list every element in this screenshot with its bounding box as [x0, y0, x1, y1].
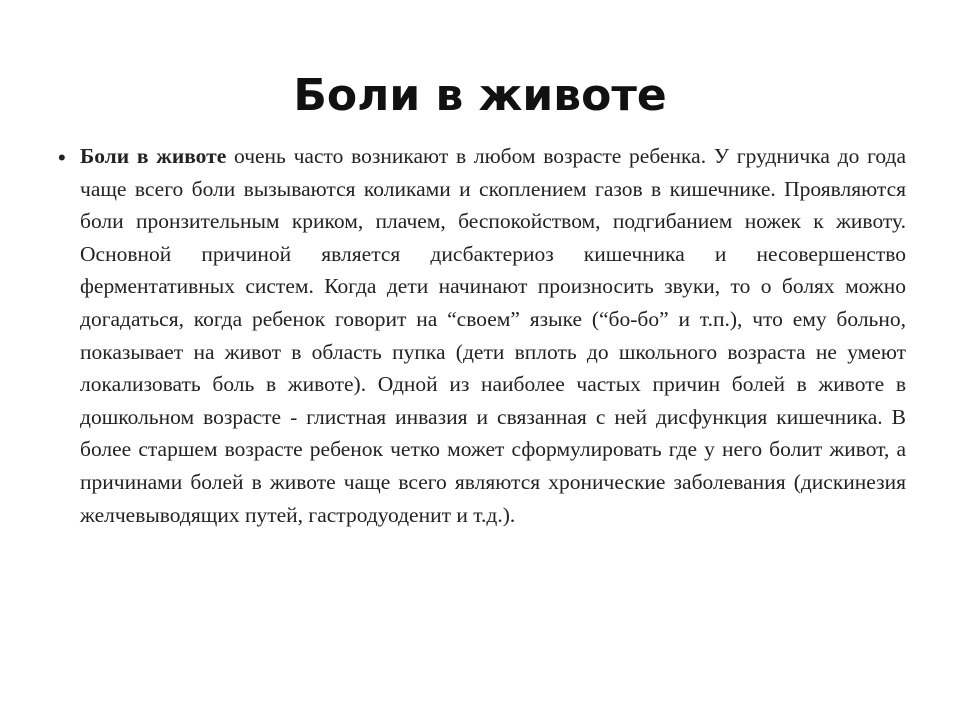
bullet-paragraph	[80, 140, 906, 531]
paragraph-body-text: очень часто возникают в любом возрасте ребенка. У грудничка до года чаще всего боли вызываются коликами и скоплением газов в кишечнике. Проявляются боли пронзительным криком, плачем, беспокойством, подгибанием ножек к животу. Основной причиной является дисбактериоз кишечника и несовершенство ферментативных систем. Когда дети начинают произносить звуки, то о болях можно догадаться, когда ребенок говорит на “своем” языке (“бо-бо” и т.п.), что ему больно, показывает на живот в область пупка (дети вплоть до школьного возраста не умеют локализовать боль в животе). Одной из наиболее частых причин болей в животе в дошкольном возрасте - глистная инвазия и связанная с ней дисфункция кишечника. В более старшем возрасте ребенок четко может сформулировать где у него болит живот, а причинами болей в животе чаще всего являются хронические заболевания (дискинезия желчевыводящих путей, гастродуоденит и т.д.).	[80, 144, 906, 527]
slide-content	[58, 140, 906, 531]
bold-lead-text: Боли в животе	[80, 144, 227, 168]
bullet-item	[58, 140, 906, 531]
slide-title: Боли в животе	[293, 70, 667, 121]
bullet-dot-icon: •	[58, 145, 66, 170]
